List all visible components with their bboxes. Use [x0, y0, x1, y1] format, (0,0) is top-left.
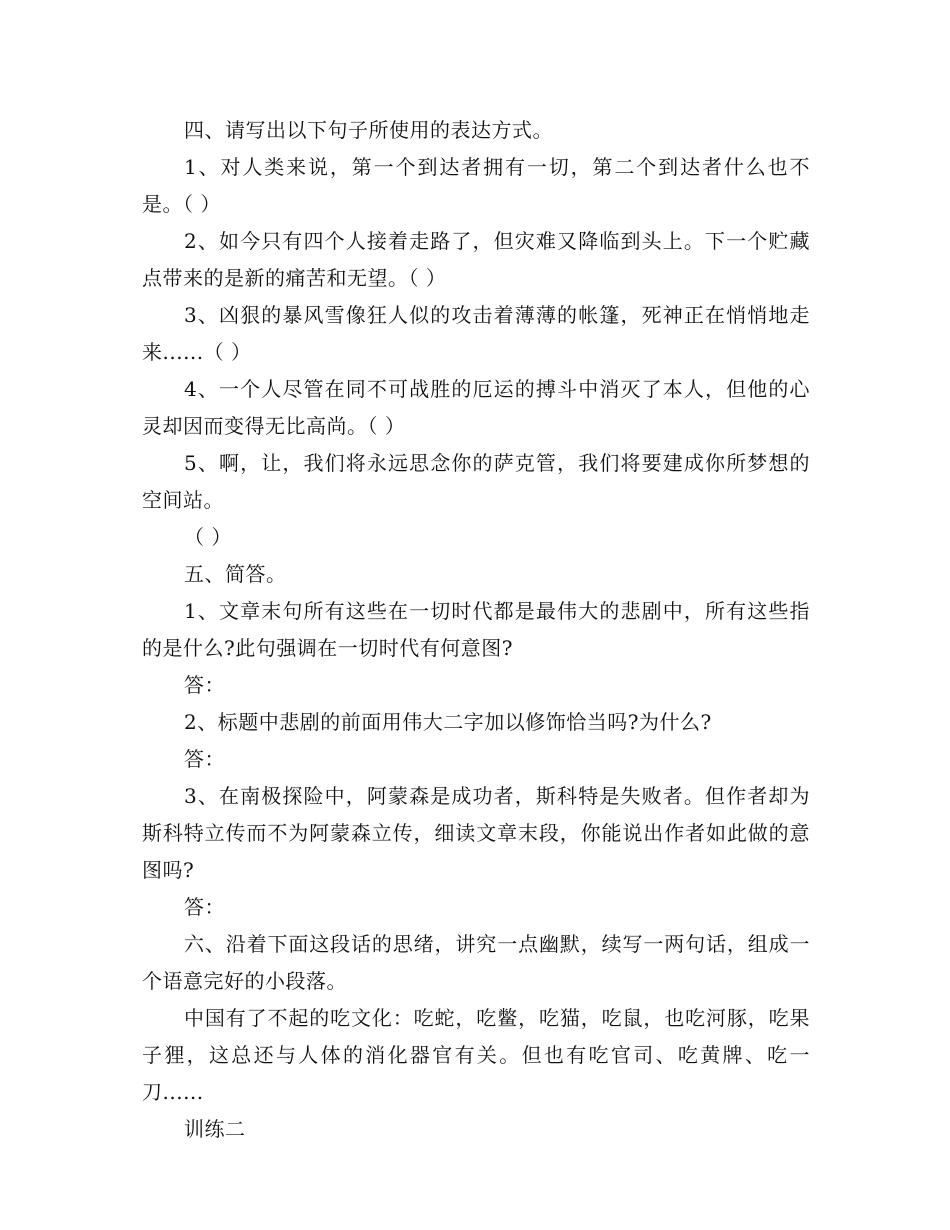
section-heading: 六、沿着下面这段话的思绪，讲究一点幽默，续写一两句话，组成一个语意完好的小段落。 [142, 932, 810, 993]
section-heading: 训练二 [184, 1117, 246, 1141]
answer-label: 答： [184, 673, 225, 697]
passage-text: 中国有了不起的吃文化：吃蛇，吃鳖，吃猫，吃鼠，也吃河豚，吃果子狸，这总还与人体的消化器官有关。但也有吃官司、吃黄牌、吃一刀...... [142, 1006, 810, 1104]
question-item: 1、文章末句所有这些在一切时代都是最伟大的悲剧中，所有这些指的是什么?此句强调在一切时代有何意图? [142, 599, 810, 660]
question-item: 2、标题中悲剧的前面用伟大二字加以修饰恰当吗?为什么? [184, 710, 712, 734]
document-body [142, 112, 810, 1148]
question-item: 1、对人类来说，第一个到达者拥有一切，第二个到达者什么也不是。（ ） [142, 155, 810, 216]
question-item: 5、啊，让，我们将永远思念你的萨克管，我们将要建成你所梦想的空间站。 [142, 451, 810, 512]
question-item: 4、一个人尽管在同不可战胜的厄运的搏斗中消灭了本人，但他的心灵却因而变得无比高尚。（ ） [142, 377, 810, 438]
answer-blank: （ ） [184, 525, 232, 549]
answer-label: 答： [184, 747, 225, 771]
answer-label: 答： [184, 895, 225, 919]
question-item: 3、凶狠的暴风雪像狂人似的攻击着薄薄的帐篷，死神正在悄悄地走来......（ ） [142, 303, 810, 364]
section-heading: 五、简答。 [184, 562, 287, 586]
question-item: 2、如今只有四个人接着走路了，但灾难又降临到头上。下一个贮藏点带来的是新的痛苦和无望。（ ） [142, 229, 810, 290]
question-item: 3、在南极探险中，阿蒙森是成功者，斯科特是失败者。但作者却为斯科特立传而不为阿蒙森立传，细读文章末段，你能说出作者如此做的意图吗? [142, 784, 810, 882]
section-heading: 四、请写出以下句子所使用的表达方式。 [184, 118, 553, 142]
